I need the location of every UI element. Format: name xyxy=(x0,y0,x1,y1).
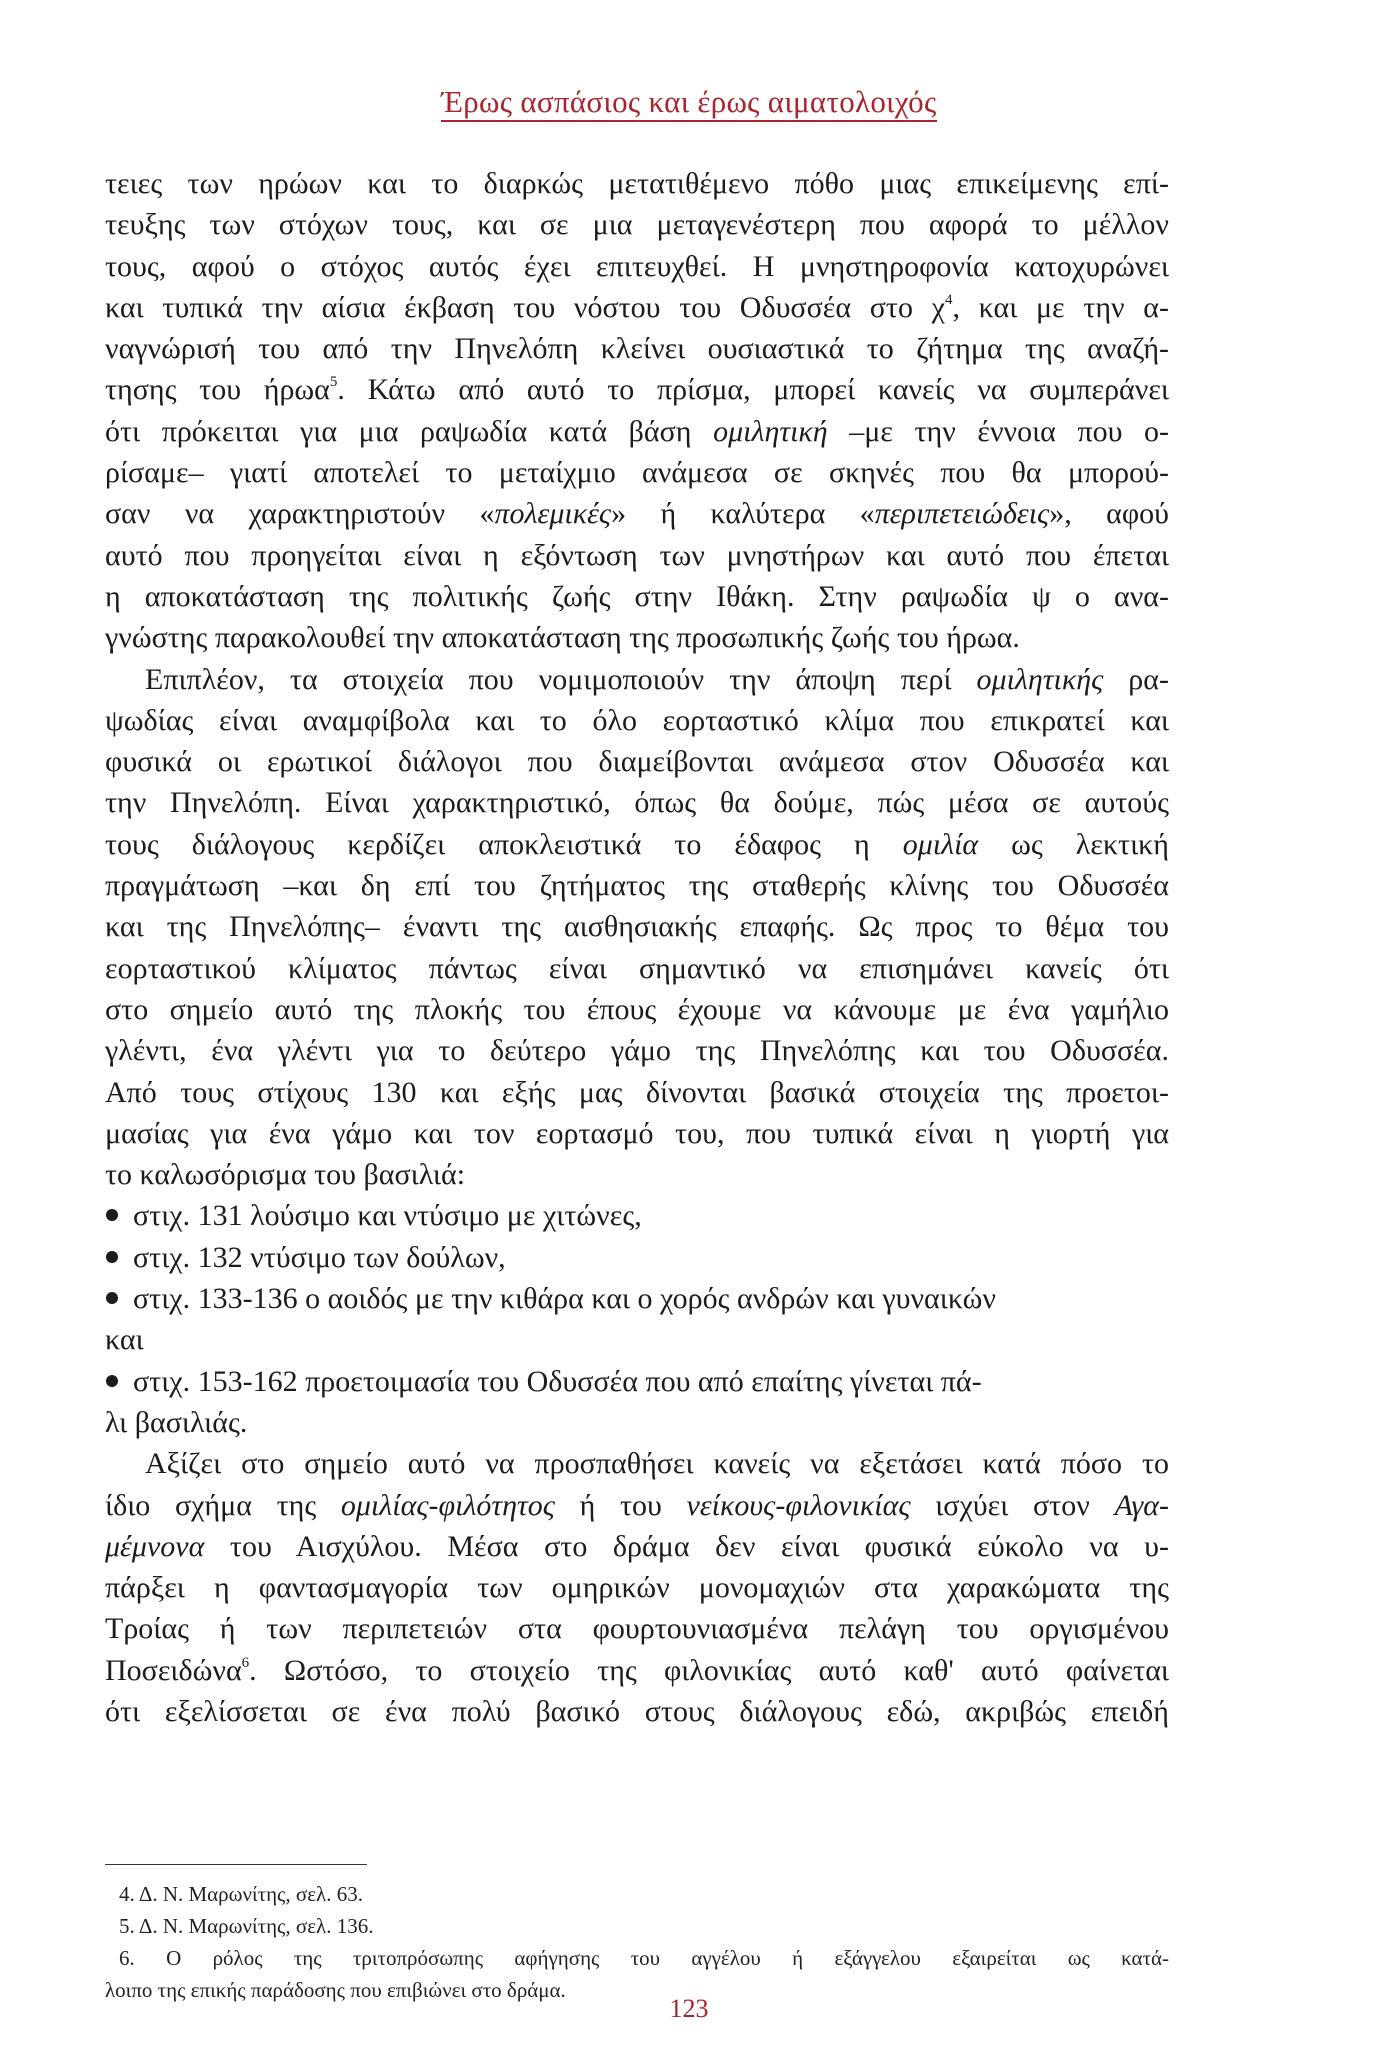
text-line: πραγμάτωση –και δη επί του ζητήματος της σταθερής κλίνης του Οδυσσέα xyxy=(105,869,1169,903)
footnote-4: 4. Δ. Ν. Μαρωνίτης, σελ. 63. xyxy=(119,1882,363,1906)
bullet-icon xyxy=(106,1251,118,1263)
list-item: στιχ. 153-162 προετοιμασία του Οδυσσέα που από επαίτης γίνεται πά- xyxy=(105,1361,1169,1402)
paragraph-3 xyxy=(105,1443,1169,1732)
list-item: στιχ. 132 ντύσιμο των δούλων, xyxy=(105,1237,1169,1278)
paragraph-1 xyxy=(105,163,1169,659)
text-line: μέμνονα του Αισχύλου. Μέσα στο δράμα δεν είναι φυσικά εύκολο να υ- xyxy=(105,1529,1169,1563)
text-line: σαν να χαρακτηριστούν «πολεμικές» ή καλύτερα «περιπετειώδεις», αφού xyxy=(105,497,1169,531)
footnote-5: 5. Δ. Ν. Μαρωνίτης, σελ. 136. xyxy=(119,1914,374,1938)
text-line: ναγνώρισή του από την Πηνελόπη κλείνει ουσιαστικά το ζήτημα της αναζή- xyxy=(105,332,1169,366)
footnote-6: 6. Ο ρόλος της τριτοπρόσωπης αφήγησης του αγγέλου ή εξάγγελου εξαιρείται ως κατά- xyxy=(119,1946,1169,1970)
italic-term: νείκους-φιλονικίας xyxy=(686,1488,911,1522)
footnote-ref-6: 6 xyxy=(241,1654,250,1671)
bullet-icon xyxy=(106,1292,118,1304)
footnotes xyxy=(105,1878,1169,2006)
text-line: η αποκατάσταση της πολιτικής ζωής στην Ιθάκη. Στην ραψωδία ψ ο ανα- xyxy=(105,579,1169,613)
text-line: Από τους στίχους 130 και εξής μας δίνονται βασικά στοιχεία της προετοι- xyxy=(105,1075,1169,1109)
text-line: τους, αφού ο στόχος αυτός έχει επιτευχθεί. Η μνηστηροφονία κατοχυρώνει xyxy=(105,249,1169,283)
italic-term: ομιλητικής xyxy=(976,662,1104,696)
footnote-ref-4: 4 xyxy=(944,291,953,308)
text-line: μασίας για ένα γάμο και τον εορτασμό του, που τυπικά είναι η γιορτή για xyxy=(105,1116,1169,1150)
text-line: τειες των ηρώων και το διαρκώς μετατιθέμενο πόθο μιας επικείμενης επί- xyxy=(105,167,1169,200)
text-line: ότι εξελίσσεται σε ένα πολύ βασικό στους διάλογους εδώ, ακριβώς επειδή xyxy=(105,1694,1169,1728)
text-line: τησης του ήρωα$^5$. Κάτω από αυτό το πρίσμα, μπορεί κανείς να συμπεράνει xyxy=(105,373,1169,407)
text-line: ρίσαμε– γιατί αποτελεί το μεταίχμιο ανάμεσα σε σκηνές που θα μπορού- xyxy=(105,456,1169,490)
list-item: στιχ. 133-136 ο αοιδός με την κιθάρα και ο χορός ανδρών και γυναικών xyxy=(105,1278,1169,1319)
text-line: ίδιο σχήμα της ομιλίας-φιλότητος ή του νείκους-φιλονικίας ισχύει στον Αγα- xyxy=(105,1488,1169,1522)
text-line: τους διάλογους κερδίζει αποκλειστικά το έδαφος η ομιλία ως λεκτική xyxy=(105,827,1169,861)
text-line: γνώστης παρακολουθεί την αποκατάσταση της προσωπικής ζωής του ήρωα. xyxy=(105,621,1020,655)
list-item-continuation: λι βασιλιάς. xyxy=(105,1405,248,1439)
running-header-title: Έρως ασπάσιος και έρως αιματολοιχός xyxy=(441,84,936,122)
bullet-icon xyxy=(106,1209,118,1221)
text-line: πάρξει η φαντασμαγορία των ομηρικών μονομαχιών στα χαρακώματα της xyxy=(105,1571,1169,1605)
text-line: και της Πηνελόπης– έναντι της αισθησιακής επαφής. Ως προς το θέμα του xyxy=(105,910,1169,944)
list-item-continuation: και xyxy=(105,1323,144,1357)
text-line: εορταστικού κλίματος πάντως είναι σημαντικό να επισημάνει κανείς ότι xyxy=(105,951,1169,985)
text-line: φυσικά οι ερωτικοί διάλογοι που διαμείβονται ανάμεσα στον Οδυσσέα και xyxy=(105,745,1169,779)
italic-term: μέμνονα xyxy=(105,1529,205,1563)
text-line: Επιπλέον, τα στοιχεία που νομιμοποιούν την άποψη περί ομιλητικής ρα- xyxy=(145,662,1169,696)
text-line: γλέντι, ένα γλέντι για το δεύτερο γάμο της Πηνελόπης και του Οδυσσέα. xyxy=(105,1034,1169,1068)
page-number: 123 xyxy=(669,1994,709,2023)
italic-term: Αγα- xyxy=(1114,1488,1169,1522)
body-text xyxy=(105,163,1169,1732)
text-line: την Πηνελόπη. Είναι χαρακτηριστικό, όπως θα δούμε, πώς μέσα σε αυτούς xyxy=(105,786,1169,820)
italic-term: πολεμικές xyxy=(494,497,612,531)
italic-term: περιπετειώδεις xyxy=(874,497,1050,531)
footnote-ref-5: 5 xyxy=(329,374,338,391)
text-line: ότι πρόκειται για μια ραψωδία κατά βάση ομιλητική –με την έννοια που ο- xyxy=(105,414,1169,448)
text-line: Αξίζει στο σημείο αυτό να προσπαθήσει κανείς να εξετάσει κατά πόσο το xyxy=(145,1447,1169,1481)
footnote-separator xyxy=(105,1864,367,1865)
paragraph-2 xyxy=(105,659,1169,1196)
text-line: Τροίας ή των περιπετειών στα φουρτουνιασμένα πελάγη του οργισμένου xyxy=(105,1612,1169,1646)
bullet-list xyxy=(105,1195,1169,1443)
list-item: στιχ. 131 λούσιμο και ντύσιμο με χιτώνες, xyxy=(105,1195,1169,1236)
italic-term: ομιλητική xyxy=(713,414,828,448)
text-line: και τυπικά την αίσια έκβαση του νόστου του Οδυσσέα στο $\chi^4$, και με την α- xyxy=(105,290,1170,324)
text-line: ψωδίας είναι αναμφίβολα και το όλο εορταστικό κλίμα που επικρατεί και xyxy=(105,703,1169,737)
footnote-6-continuation: λοιπο της επικής παράδοσης που επιβιώνει στο δράμα. xyxy=(105,1978,566,2002)
italic-term: ομιλίας-φιλότητος xyxy=(340,1488,555,1522)
bullet-icon xyxy=(106,1375,118,1387)
text-line: το καλωσόρισμα του βασιλιά: xyxy=(105,1158,466,1192)
text-line: Ποσειδώνα$^6$. Ωστόσο, το στοιχείο της φιλονικίας αυτό καθ' αυτό φαίνεται xyxy=(105,1653,1169,1687)
text-line: αυτό που προηγείται είναι η εξόντωση των μνηστήρων και αυτό που έπεται xyxy=(105,538,1169,572)
running-header xyxy=(0,84,1378,120)
italic-term: ομιλία xyxy=(902,827,979,861)
text-line: στο σημείο αυτό της πλοκής του έπους έχουμε να κάνουμε με ένα γαμήλιο xyxy=(105,992,1169,1026)
text-line: τευξης των στόχων τους, και σε μια μεταγενέστερη που αφορά το μέλλον xyxy=(105,208,1169,242)
